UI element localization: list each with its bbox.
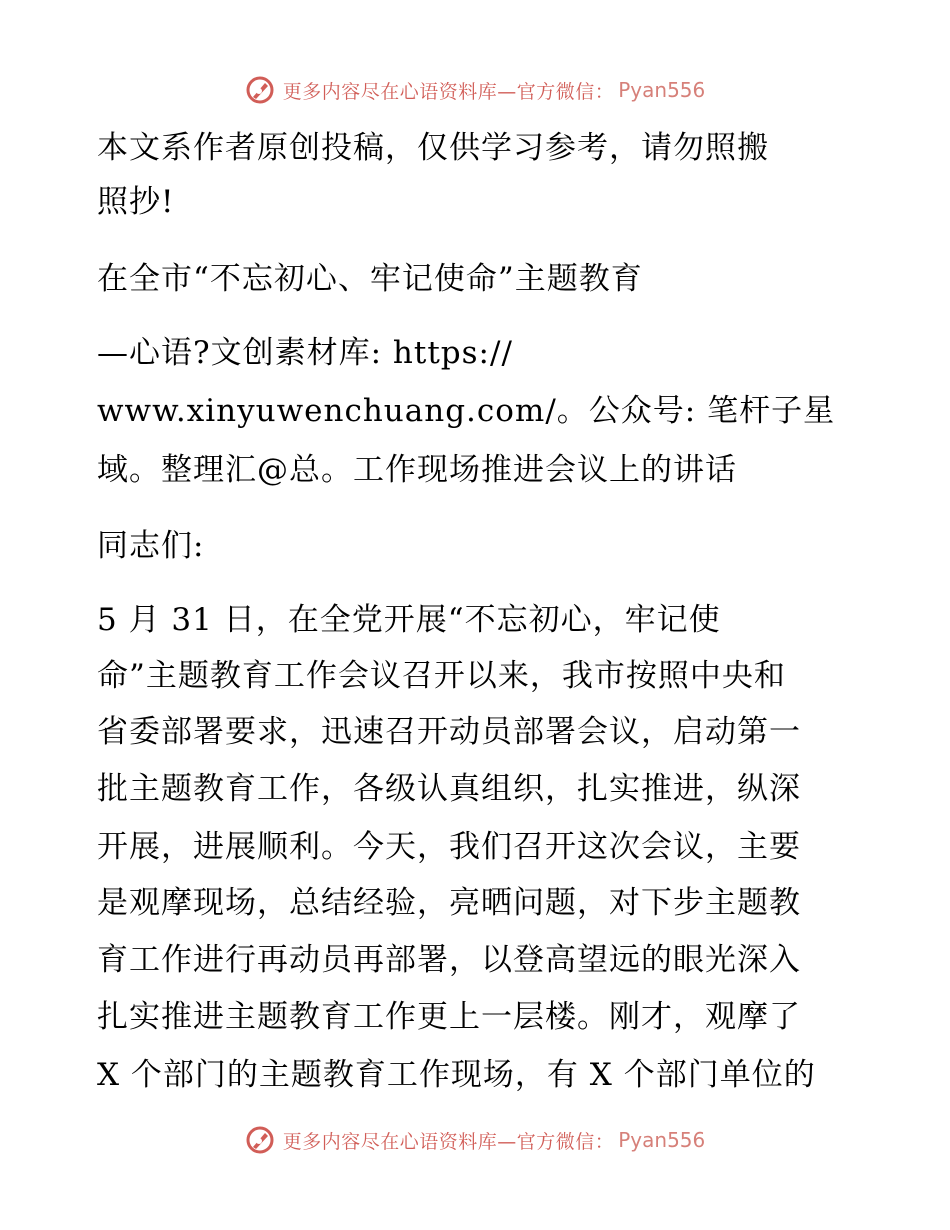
document-line: www.xinyuwenchuang.com/。公众号: 笔杆子星 <box>97 393 836 429</box>
document-line: 批主题教育工作，各级认真组织，扎实推进，纵深 <box>97 771 801 807</box>
header-banner-handle: Pyan556 <box>618 78 706 102</box>
document-line: 域。整理汇@总。工作现场推进会议上的讲话 <box>97 452 737 488</box>
footer-watermark-banner <box>0 1120 950 1160</box>
quill-seal-icon <box>245 1125 275 1155</box>
document-line: 5 月 31 日，在全党开展“不忘初心，牢记使 <box>97 602 721 638</box>
document-line: X 个部门的主题教育工作现场，有 X 个部门单位的 <box>97 1057 816 1093</box>
footer-banner-handle: Pyan556 <box>618 1128 706 1152</box>
document-line: 育工作进行再动员再部署，以登高望远的眼光深入 <box>97 942 801 978</box>
document-line: —心语?文创素材库: https:// <box>97 335 513 371</box>
document-line: 本文系作者原创投稿，仅供学习参考，请勿照搬 <box>97 130 769 166</box>
document-line: 扎实推进主题教育工作更上一层楼。刚才，观摩了 <box>97 999 801 1035</box>
document-line: 省委部署要求，迅速召开动员部署会议，启动第一 <box>97 714 801 750</box>
document-line: 开展，进展顺利。今天，我们召开这次会议，主要 <box>97 829 801 865</box>
header-watermark-banner <box>0 70 950 110</box>
document-line: 照抄! <box>97 184 175 220</box>
footer-banner-text: 更多内容尽在心语资料库—官方微信： <box>282 1130 615 1153</box>
header-banner-text: 更多内容尽在心语资料库—官方微信： <box>282 80 615 103</box>
document-line: 在全市“不忘初心、牢记使命”主题教育 <box>97 261 643 297</box>
document-line: 同志们: <box>97 528 205 564</box>
quill-seal-icon <box>245 75 275 105</box>
document-line: 是观摩现场，总结经验，亮晒问题，对下步主题教 <box>97 885 801 921</box>
document-line: 命”主题教育工作会议召开以来，我市按照中央和 <box>97 658 786 694</box>
